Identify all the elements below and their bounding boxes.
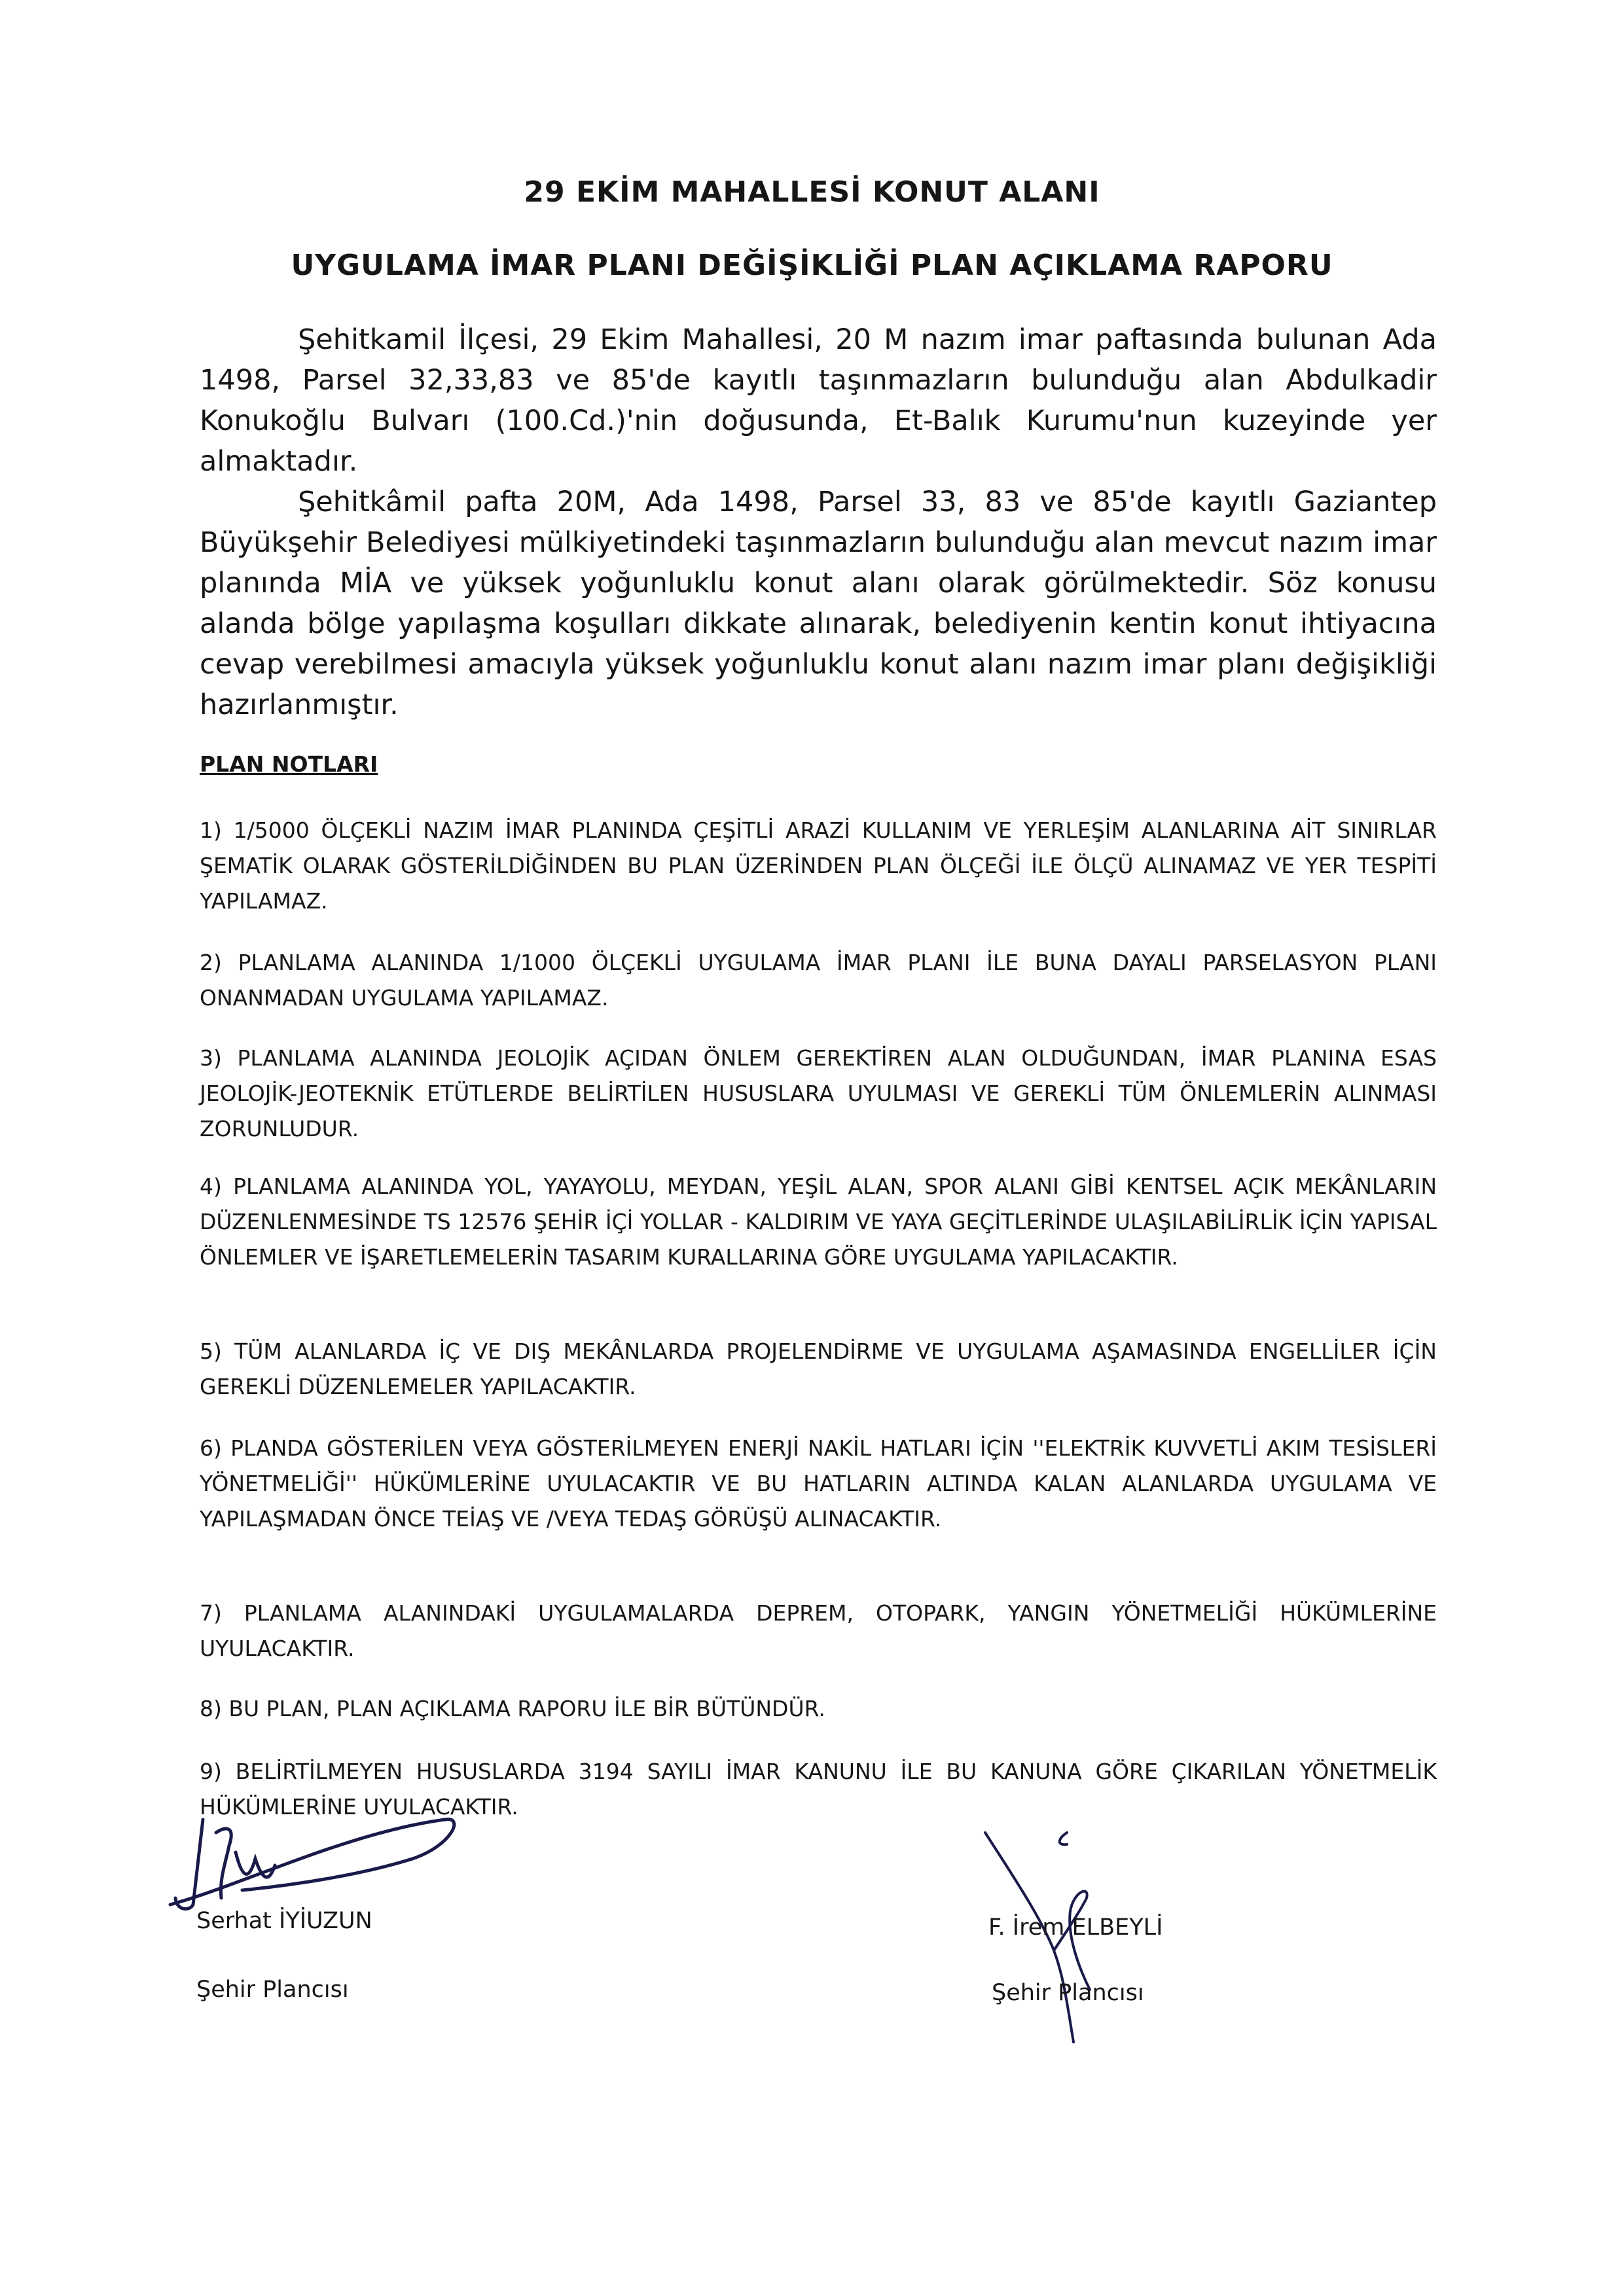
plan-note-2: 2) PLANLAMA ALANINDA 1/1000 ÖLÇEKLİ UYGULAMA İMAR PLANI İLE BUNA DAYALI PARSELASYON PLANI ONANMADAN UYGULAMA YAPILAMAZ. — [200, 950, 1437, 1011]
body-paragraph-2: Şehitkâmil pafta 20M, Ada 1498, Parsel 33, 83 ve 85'de kayıtlı Gaziantep Büyükşehir Belediyesi mülkiyetindeki taşınmazların bulunduğu alan mevcut nazım imar planında MİA ve yüksek yoğunluklu konut alanı olarak görülmektedir. Söz konusu alanda bölge yapılaşma koşulları dikkate alınarak, belediyenin kentin konut ihtiyacına cevap verebilmesi amacıyla yüksek yoğunluklu konut alanı nazım imar planı değişikliği hazırlanmıştır. — [200, 486, 1437, 721]
signatory-2-name: F. İrem ELBEYLİ — [988, 1914, 1163, 1941]
body-paragraph-1: Şehitkamil İlçesi, 29 Ekim Mahallesi, 20 M nazım imar paftasında bulunan Ada 1498, Parsel 32,33,83 ve 85'de kayıtlı taşınmazların bulunduğu alan Abdulkadir Konukoğlu Bulvarı (100.Cd.)'nin doğusunda, Et-Balık Kurumu'nun kuzeyinde yer almaktadır. — [200, 323, 1437, 478]
plan-note-3: 3) PLANLAMA ALANINDA JEOLOJİK AÇIDAN ÖNLEM GEREKTİREN ALAN OLDUĞUNDAN, İMAR PLANINA ESAS JEOLOJİK-JEOTEKNİK ETÜTLERDE BELİRTİLEN HUSUSLARA UYULMASI VE GEREKLİ TÜM ÖNLEMLERİN ALINMASI ZORUNLUDUR. — [200, 1045, 1437, 1141]
plan-notes-heading: PLAN NOTLARI — [200, 751, 378, 777]
signature-1-image — [164, 1806, 465, 1918]
plan-note-6: 6) PLANDA GÖSTERİLEN VEYA GÖSTERİLMEYEN ENERJİ NAKİL HATLARI İÇİN ''ELEKTRİK KUVVETLİ AKIM TESİSLERİ YÖNETMELİĞİ'' HÜKÜMLERİNE UYULACAKTIR VE BU HATLARIN ALTINDA KALAN ALANLARDA UYGULAMA VE YAPILAŞMADAN ÖNCE TEİAŞ VE /VEYA TEDAŞ GÖRÜŞÜ ALINACAKTIR. — [200, 1435, 1437, 1532]
plan-note-1: 1) 1/5000 ÖLÇEKLİ NAZIM İMAR PLANINDA ÇEŞİTLİ ARAZİ KULLANIM VE YERLEŞİM ALANLARINA AİT SINIRLAR ŞEMATİK OLARAK GÖSTERİLDİĞİNDEN BU PLAN ÜZERİNDEN PLAN ÖLÇEĞİ İLE ÖLÇÜ ALINAMAZ VE YER TESPİTİ YAPILAMAZ. — [200, 817, 1437, 914]
plan-note-4: 4) PLANLAMA ALANINDA YOL, YAYAYOLU, MEYDAN, YEŞİL ALAN, SPOR ALANI GİBİ KENTSEL AÇIK MEKÂNLARIN DÜZENLENMESİNDE TS 12576 ŞEHİR İÇİ YOLLAR - KALDIRIM VE YAYA GEÇİTLERİNDE ULAŞILABİLİRLİK İÇİN YAPISAL ÖNLEMLER VE İŞARETLEMELERİN TASARIM KURALLARINA GÖRE UYGULAMA YAPILACAKTIR. — [200, 1174, 1437, 1270]
signatory-1-title: Şehir Plancısı — [196, 1977, 349, 2003]
document-title-line1: 29 EKİM MAHALLESİ KONUT ALANI — [524, 175, 1100, 209]
document-title-line2: UYGULAMA İMAR PLANI DEĞİŞİKLİĞİ PLAN AÇIKLAMA RAPORU — [291, 249, 1333, 282]
signatory-2-title: Şehir Plancısı — [992, 1980, 1144, 2006]
plan-note-8: 8) BU PLAN, PLAN AÇIKLAMA RAPORU İLE BİR BÜTÜNDÜR. — [200, 1696, 825, 1721]
plan-note-9: 9) BELİRTİLMEYEN HUSUSLARDA 3194 SAYILI İMAR KANUNU İLE BU KANUNA GÖRE ÇIKARILAN YÖNETMELİK HÜKÜMLERİNE UYULACAKTIR. — [200, 1759, 1437, 1820]
signatory-1-name: Serhat İYİUZUN — [196, 1908, 372, 1934]
plan-note-7: 7) PLANLAMA ALANINDAKİ UYGULAMALARDA DEPREM, OTOPARK, YANGIN YÖNETMELİĞİ HÜKÜMLERİNE UYULACAKTIR. — [200, 1600, 1437, 1661]
plan-note-5: 5) TÜM ALANLARDA İÇ VE DIŞ MEKÂNLARDA PROJELENDİRME VE UYGULAMA AŞAMASINDA ENGELLİLER İÇİN GEREKLİ DÜZENLEMELER YAPILACAKTIR. — [200, 1338, 1437, 1399]
